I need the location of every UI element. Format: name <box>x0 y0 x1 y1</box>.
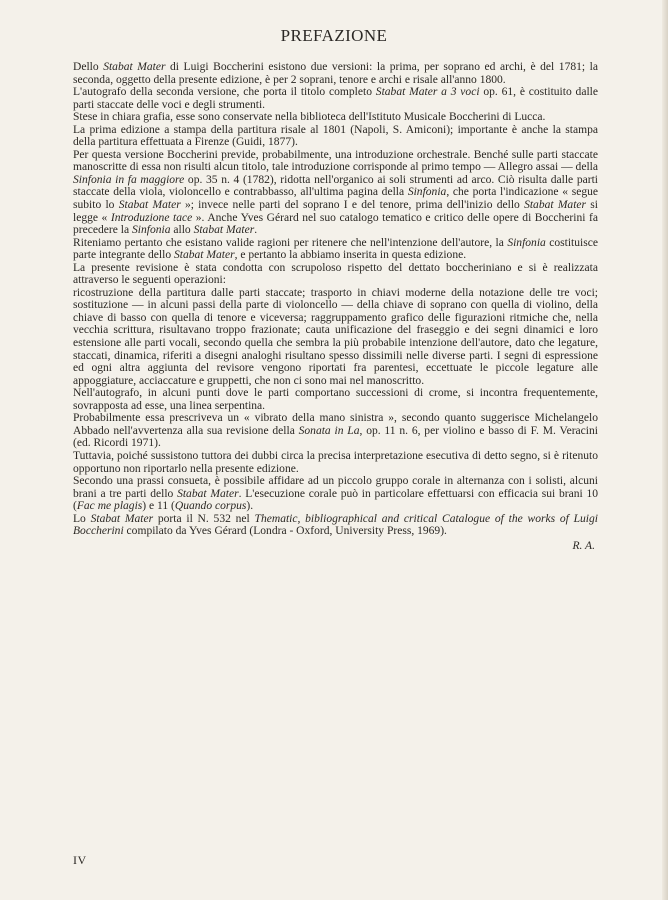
author-signature: R. A. <box>572 539 595 552</box>
preface-paragraph <box>73 86 598 111</box>
page-edge-shadow <box>662 0 668 900</box>
paragraph-text: Tuttavia, poiché sussistono tuttora dei dubbi circa la precisa interpretazione esecutiva di detto segno, si è ritenuto opportuno non riportarlo nella presente edizione. <box>73 449 598 475</box>
preface-paragraph <box>73 412 598 450</box>
italic-title-text: Quando corpus <box>174 500 247 513</box>
paragraph-text: si legge « <box>73 199 598 224</box>
paragraph-text: Per questa versione Boccherini previde, probabilmente, una introduzione orchestrale. Benché sulle parti staccate manoscritte di essa non risulti alcun titolo, tale introduzione corrisponde al primo tempo — Allegro assai — della <box>73 148 598 174</box>
paragraph-text: allo <box>170 224 194 237</box>
paragraph-text: Probabilmente essa prescriveva un « vibrato della mano sinistra », secondo quanto suggerisce Michelangelo Abbado nell'avvertenza alla sua revisione della <box>73 412 598 437</box>
paragraph-text: Riteniamo pertanto che esistano valide ragioni per ritenere che nell'intenzione dell'autore, la <box>73 236 508 249</box>
italic-title-text: Introduzione tace <box>110 211 193 224</box>
page-number: IV <box>73 853 87 867</box>
paragraph-text: La presente revisione è stata condotta con scrupoloso rispetto del dettato boccheriniano e si è realizzata attraverso le seguenti operazioni: <box>73 261 598 287</box>
italic-title-text: Stabat Mater <box>118 199 181 212</box>
italic-title-text: Fac me plagis <box>76 500 143 513</box>
italic-title-text: Sinfonia <box>507 236 546 249</box>
preface-paragraph <box>73 262 598 287</box>
italic-title-text: Stabat Mater <box>524 199 587 212</box>
page-title: PREFAZIONE <box>280 26 388 45</box>
paragraph-text: . L'esecuzione corale può in particolare effettuarsi con efficacia sui brani 10 ( <box>73 487 598 513</box>
paragraph-text: La prima edizione a stampa della partitura risale al 1801 (Napoli, S. Amiconi); importante è anche la stampa della partitura effettuata a Firenze (Guidi, 1877). <box>73 123 598 149</box>
italic-title-text: Sinfonia <box>407 186 447 199</box>
paragraph-text: ricostruzione della partitura dalle parti staccate; trasporto in chiavi moderne della notazione delle tre voci; sostituzione — in alcuni passi della parte di violoncello — della chiave di soprano con quella di violino, della chiave di basso con quella di tenore e viceversa; raggruppamento grafico delle figurazioni ritmiche che, nella vecchia scrittura, risultavano troppo frazionate; cauta unificazione del fraseggio e dei segni dinamici e loro estensione alle parti vocali, secondo quella che sembra la più probabile intenzione dell'autore, dato che legature, staccati, dinamica, riferiti a disegni analoghi risultano spesso dissimili nelle diverse parti. I segni di espressione ed ogni altra aggiunta del revisore vengono riportati fra parentesi, eccettuate le piccole legature alle appoggiature, acciaccature e gruppetti, che non ci sono mai nel manoscritto. <box>73 286 598 387</box>
italic-title-text: Stabat Mater <box>174 249 235 262</box>
paragraph-text: Lo <box>73 512 91 525</box>
paragraph-text: Secondo una prassi consueta, è possibile affidare ad un piccolo gruppo corale in alternanza con i solisti, alcuni brani a tre parti dello <box>73 475 598 500</box>
preface-paragraph <box>73 513 598 538</box>
italic-title-text: Stabat Mater <box>90 512 154 525</box>
paragraph-text: , op. 11 n. 6, per violino e basso di F. M. Veracini (ed. Ricordi 1971). <box>73 424 598 450</box>
paragraph-text: . <box>254 224 258 237</box>
preface-paragraph <box>73 450 598 475</box>
preface-paragraph <box>73 61 598 86</box>
italic-title-text: Sinfonia <box>131 224 171 237</box>
paragraph-text: costituisce parte integrante dello <box>73 236 598 262</box>
paragraph-text: ). <box>246 500 254 513</box>
paragraph-text: , che porta l'indicazione « segue subito lo <box>73 186 598 212</box>
paragraph-text: ) e 11 ( <box>142 500 175 513</box>
paragraph-text: , e pertanto la abbiamo inserita in questa edizione. <box>234 249 467 262</box>
paragraph-text: Dello <box>73 61 104 73</box>
preface-paragraph <box>73 124 598 149</box>
italic-title-text: Stabat Mater a 3 voci <box>375 86 480 99</box>
paragraph-text: di Luigi Boccherini esistono due versioni: la prima, per soprano ed archi, è del 1781; la seconda, oggetto della presente edizione, è per 2 soprani, tenore e archi e risale all'anno 1800. <box>73 61 598 86</box>
paragraph-text: »; invece nelle parti del soprano I e del tenore, prima dell'inizio dello <box>180 199 525 212</box>
paragraph-text: Nell'autografo, in alcuni punti dove le parti comportano successioni di crome, si incontra frequentemente, sovrapposta ad esse, una linea serpentina. <box>73 387 598 412</box>
preface-paragraph <box>73 111 598 124</box>
preface-paragraph <box>73 287 598 387</box>
paragraph-text: op. 35 n. 4 (1782), ridotta nell'organico ai soli strumenti ad arco. Ciò risulta dalle parti staccate della viola, violoncello e contrabbasso, all'ultima pagina della <box>73 173 598 199</box>
paragraph-text: L'autografo della seconda versione, che porta il titolo completo <box>73 86 376 99</box>
italic-title-text: Stabat Mater <box>193 224 255 237</box>
paragraph-text: porta il N. 532 nel <box>153 512 255 525</box>
paragraph-text: Stese in chiara grafia, esse sono conservate nella biblioteca dell'Istituto Musicale Boccherini di Lucca. <box>73 111 546 124</box>
preface-body <box>73 61 598 552</box>
italic-title-text: Thematic, bibliographical and critical Catalogue of the works of Luigi Boccherini <box>73 512 598 538</box>
italic-title-text: Sonata in La <box>298 424 360 437</box>
paragraph-text: op. 61, è costituito dalle parti staccate delle voci e degli strumenti. <box>73 86 598 111</box>
paragraph-text: ». Anche Yves Gérard nel suo catalogo tematico e critico delle opere di Boccherini fa precedere la <box>73 211 598 237</box>
preface-paragraph <box>73 475 598 513</box>
italic-title-text: Stabat Mater <box>177 487 239 500</box>
italic-title-text: Stabat Mater <box>103 61 166 73</box>
preface-paragraph <box>73 237 598 262</box>
italic-title-text: Sinfonia in fa maggiore <box>73 173 185 186</box>
paragraph-text: compilato da Yves Gérard (Londra - Oxford, University Press, 1969). <box>123 525 447 538</box>
preface-paragraph <box>73 387 598 412</box>
preface-paragraph <box>73 149 598 237</box>
